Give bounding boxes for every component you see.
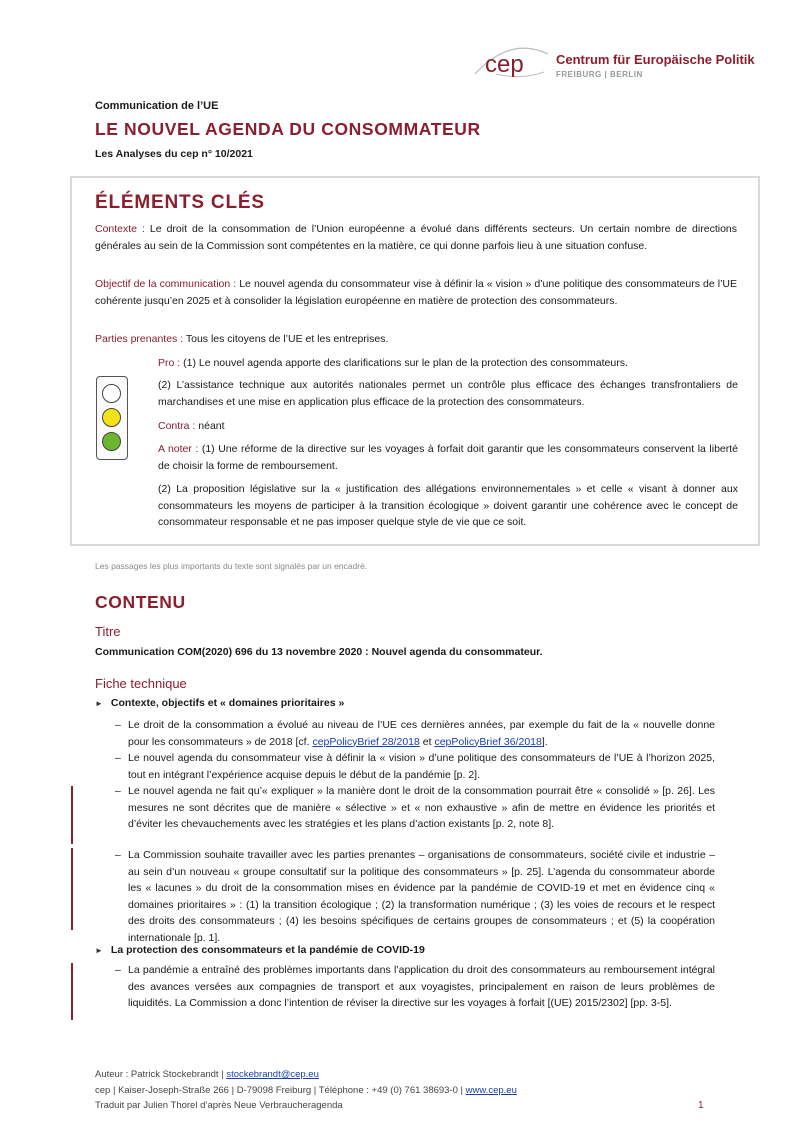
section-2-title-text: La protection des consommateurs et la pandémie de COVID-19: [110, 944, 425, 956]
author-text: Auteur : Patrick Stockebrandt |: [95, 1069, 227, 1080]
list-item: [115, 783, 715, 833]
item-text: La Commission souhaite travailler avec les parties prenantes – organisations de consommateurs, société civile et industrie – au sein d’un nouveau « groupe consultatif sur la politique des consommateurs » [p. 25]. L’agenda du consommateur aborde les « lacunes » du droit de la consommation mises en évidence par la pandémie de COVID-19 et met en évidence cinq « domaines prioritaires » : (1) la transition écologique ; (2) la transformation numérique ; (3) les voies de recours et le respect des droits des consommateurs ; (4) les besoins spécifiques de certains groupes de consommateurs ; et (5) la coopération internationale [p. 1].: [128, 849, 715, 944]
key-point-objectif: [95, 276, 737, 309]
dash-icon: –: [115, 785, 121, 797]
footer-author: [95, 1069, 319, 1080]
contra-text: néant: [195, 420, 225, 432]
dash-icon: –: [115, 849, 121, 861]
address-text: cep | Kaiser-Joseph-Straße 266 | D-79098 Freiburg | Téléphone : +49 (0) 761 38693-0 |: [95, 1085, 466, 1096]
bullet-icon: ►: [95, 699, 103, 708]
list-item: [115, 717, 715, 750]
section-1-title: [95, 697, 344, 709]
traffic-light-middle-lamp: [102, 408, 121, 427]
list-item: [115, 847, 715, 946]
contra-item: [158, 418, 738, 435]
contexte-label: Contexte :: [95, 223, 145, 235]
section-2-title: [95, 944, 425, 956]
contexte-text: Le droit de la consommation de l’Union européenne a évolué dans différents secteurs. Un certain nombre de directions générales au sein de la Commission sont compétentes en la matière, ce qui donne parfois lieu à une situation confuse.: [95, 223, 737, 252]
website-link[interactable]: www.cep.eu: [465, 1085, 517, 1096]
item-text: ].: [541, 735, 548, 748]
key-points-heading: ÉLÉMENTS CLÉS: [95, 192, 265, 213]
list-item: [115, 962, 715, 1012]
contra-label: Contra :: [158, 420, 196, 432]
bullet-icon: ►: [95, 946, 103, 955]
section-1-title-text: Contexte, objectifs et « domaines prioritaires »: [110, 697, 345, 709]
pro-item-2: (2) L’assistance technique aux autorités nationales permet un contrôle plus efficace des échanges transfrontaliers de marchandises et une mise en application plus efficace de la protection des consommateurs.: [158, 379, 738, 408]
a-noter-text-1: (1) Une réforme de la directive sur les voyages à forfait doit garantir que les consommateurs conservent la liberté de choisir la forme de remboursement.: [158, 443, 738, 472]
key-point-contexte: [95, 221, 737, 254]
pro-label: Pro :: [158, 357, 181, 369]
key-point-parties: [95, 331, 737, 348]
a-noter-item-1: [158, 441, 738, 474]
highlight-marker: [71, 963, 73, 1020]
fiche-technique-heading: Fiche technique: [95, 676, 187, 691]
org-block: [556, 52, 755, 79]
traffic-light-bottom-lamp: [102, 432, 121, 451]
logo-mark: cep: [485, 51, 524, 78]
page-title: LE NOUVEL AGENDA DU CONSOMMATEUR: [95, 119, 481, 139]
item-text: Le droit de la consommation a évolué au niveau de l’UE ces dernières années, par exemple du fait de la « nouvelle donne pour les consommateurs » de 2018 [cf.: [128, 719, 715, 748]
pro-text-1: (1) Le nouvel agenda apporte des clarifications sur le plan de la protection des consommateurs.: [180, 357, 628, 369]
org-cities: FREIBURG | BERLIN: [556, 70, 643, 79]
parties-text: Tous les citoyens de l’UE et les entreprises.: [183, 333, 389, 345]
a-noter-label: A noter :: [158, 443, 199, 455]
highlight-marker: [71, 848, 73, 930]
document-series: Les Analyses du cep n° 10/2021: [95, 148, 253, 160]
policy-brief-link-36-2018[interactable]: cepPolicyBrief 36/2018: [434, 735, 542, 748]
footer-address: [95, 1085, 517, 1096]
objectif-text: Le nouvel agenda du consommateur vise à définir la « vision » d’une politique des consommateurs de l’UE cohérente jusqu’en 2025 et à consolider la législation européenne en matière de protection des consommateurs.: [95, 278, 737, 307]
document-type: Communication de l’UE: [95, 100, 219, 112]
traffic-light-top-lamp: [102, 384, 121, 403]
dash-icon: –: [115, 719, 121, 731]
a-noter-item-2: (2) La proposition législative sur la « justification des allégations environnementales » et celle « visant à donner aux consommateurs les moyens de participer à la transition écologique » doivent garantir une cohérence avec le concept de consommateur responsable et ne pas imposer quelque style de vie que ce soit.: [158, 483, 738, 528]
policy-brief-link-28-2018[interactable]: cepPolicyBrief 28/2018: [312, 735, 420, 748]
footer-translation: Traduit par Julien Thorel d’après Neue Verbraucheragenda: [95, 1100, 343, 1111]
highlight-marker: [71, 786, 73, 844]
content-heading: CONTENU: [95, 592, 186, 612]
parties-label: Parties prenantes :: [95, 333, 184, 345]
item-text: et: [419, 735, 435, 748]
dash-icon: –: [115, 964, 121, 976]
traffic-light-icon: [96, 376, 128, 460]
org-name: Centrum für Europäische Politik: [556, 52, 755, 67]
pro-item-1: [158, 355, 738, 372]
item-text: La pandémie a entraîné des problèmes importants dans l’application du droit des consommateurs au remboursement intégral des avances versées aux compagnies de transport et aux voyagistes, principalement en raison de leurs problèmes de liquidités. La Commission a donc l’intention de réviser la directive sur les voyages à forfait [(UE) 2015/2302] [pp. 3-5].: [128, 964, 715, 1009]
page-number: 1: [698, 1100, 704, 1111]
item-text: Le nouvel agenda ne fait qu’« expliquer » la manière dont le droit de la consommation pourrait être « consolidé » [p. 26]. Les mesures ne sont décrites que de manière « sélective » et « non exhaustive » afin de mettre en évidence les priorités et d’éviter les chevauchements avec les stratégies et les plans d’action existants [p. 2, note 8].: [128, 785, 715, 830]
objectif-label: Objectif de la communication :: [95, 278, 237, 290]
dash-icon: –: [115, 752, 121, 764]
box-note: Les passages les plus importants du texte sont signalés par un encadré.: [95, 561, 368, 571]
item-text: Le nouvel agenda du consommateur vise à définir la « vision » d’une politique des consommateurs de l’UE à l’horizon 2025, tout en intégrant l’expérience acquise depuis le début de la pandémie [p. 2].: [128, 752, 715, 781]
list-item: [115, 750, 715, 783]
titre-heading: Titre: [95, 624, 121, 639]
author-email-link[interactable]: stockebrandt@cep.eu: [226, 1069, 319, 1080]
titre-text: Communication COM(2020) 696 du 13 novembre 2020 : Nouvel agenda du consommateur.: [95, 646, 543, 658]
